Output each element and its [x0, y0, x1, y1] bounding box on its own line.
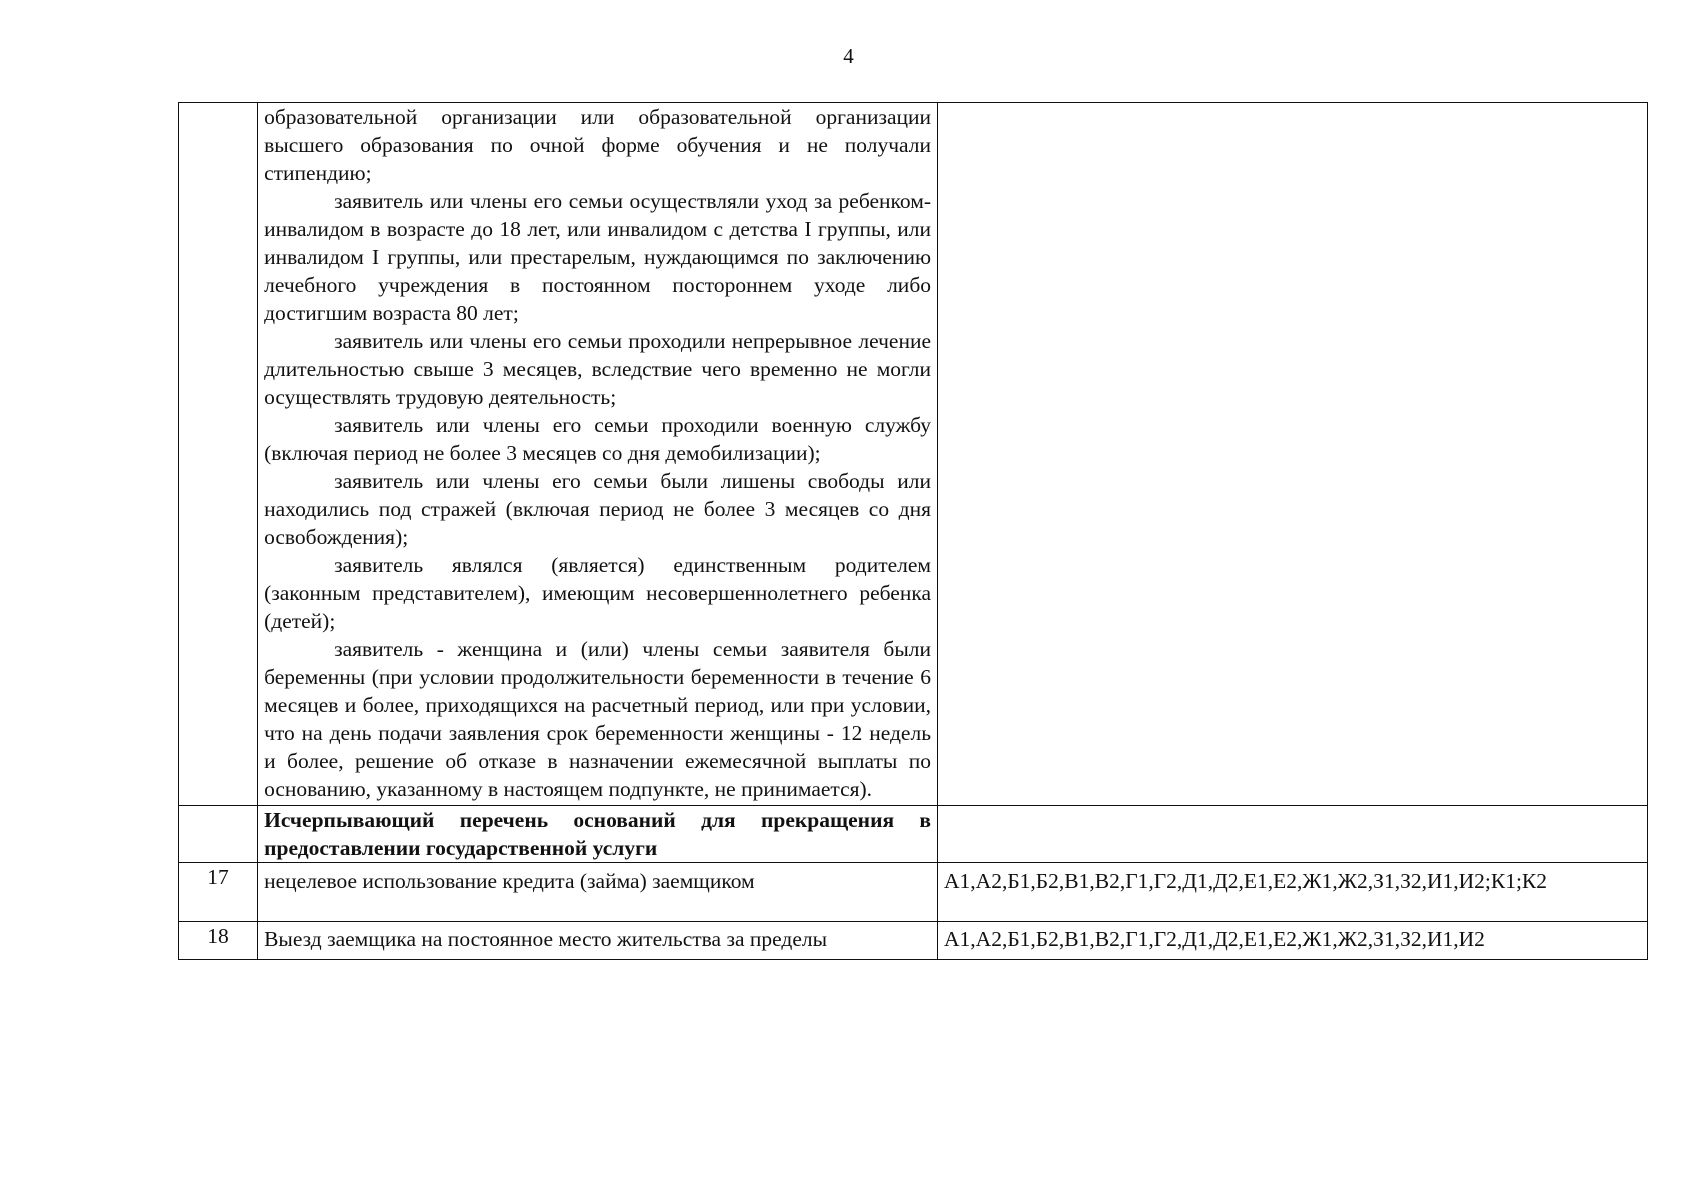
table-row-heading	[179, 806, 1648, 863]
row-text-cell: нецелевое использование кредита (займа) заемщиком	[258, 863, 938, 922]
paragraph: заявитель или члены его семьи проходили непрерывное лечение длительностью свыше 3 месяцев, вследствие чего временно не могли осуществлять трудовую деятельность;	[264, 329, 932, 409]
paragraph: образовательной организации или образовательной организации высшего образования по очной форме обучения и не получали стипендию;	[264, 105, 932, 185]
paragraph: заявитель или члены его семьи были лишены свободы или находились под стражей (включая период не более 3 месяцев со дня освобождения);	[264, 469, 932, 549]
paragraph: заявитель или члены его семьи проходили военную службу (включая период не более 3 месяцев со дня демобилизации);	[264, 413, 932, 465]
row-number-cell	[179, 103, 258, 806]
row-codes-cell	[938, 806, 1648, 863]
paragraph: заявитель или члены его семьи осуществляли уход за ребенком-инвалидом в возрасте до 18 лет, или инвалидом с детства I группы, или инвалидом I группы, или престарелым, нуждающимся по заключению лечебного учреждения в постоянном постороннем уходе либо достигшим возраста 80 лет;	[264, 189, 932, 325]
page-number: 4	[843, 44, 854, 68]
row-codes-cell: А1,А2,Б1,Б2,В1,В2,Г1,Г2,Д1,Д2,Е1,Е2,Ж1,Ж2,З1,З2,И1,И2;К1;К2	[938, 863, 1648, 922]
row-number-cell: 18	[179, 922, 258, 960]
table-row-continuation	[179, 103, 1648, 806]
row-text-cell: Выезд заемщика на постоянное место жительства за пределы	[258, 922, 938, 960]
paragraph: заявитель являлся (является) единственным родителем (законным представителем), имеющим несовершеннолетнего ребенка (детей);	[264, 553, 932, 633]
row-codes-cell	[938, 103, 1648, 806]
document-table	[178, 102, 1648, 960]
row-text-cell	[258, 103, 938, 806]
table-row	[179, 863, 1648, 922]
table-row	[179, 922, 1648, 960]
row-codes-cell: А1,А2,Б1,Б2,В1,В2,Г1,Г2,Д1,Д2,Е1,Е2,Ж1,Ж2,З1,З2,И1,И2	[938, 922, 1648, 960]
row-number-cell	[179, 806, 258, 863]
section-heading: Исчерпывающий перечень оснований для прекращения в предоставлении государственной услуги	[264, 808, 932, 860]
paragraph: заявитель - женщина и (или) члены семьи заявителя были беременны (при условии продолжительности беременности в течение 6 месяцев и более, приходящихся на расчетный период, или при условии, что на день подачи заявления срок беременности женщины - 12 недель и более, решение об отказе в назначении ежемесячной выплаты по основанию, указанному в настоящем подпункте, не принимается).	[264, 637, 932, 801]
row-number-cell: 17	[179, 863, 258, 922]
section-heading-cell	[258, 806, 938, 863]
